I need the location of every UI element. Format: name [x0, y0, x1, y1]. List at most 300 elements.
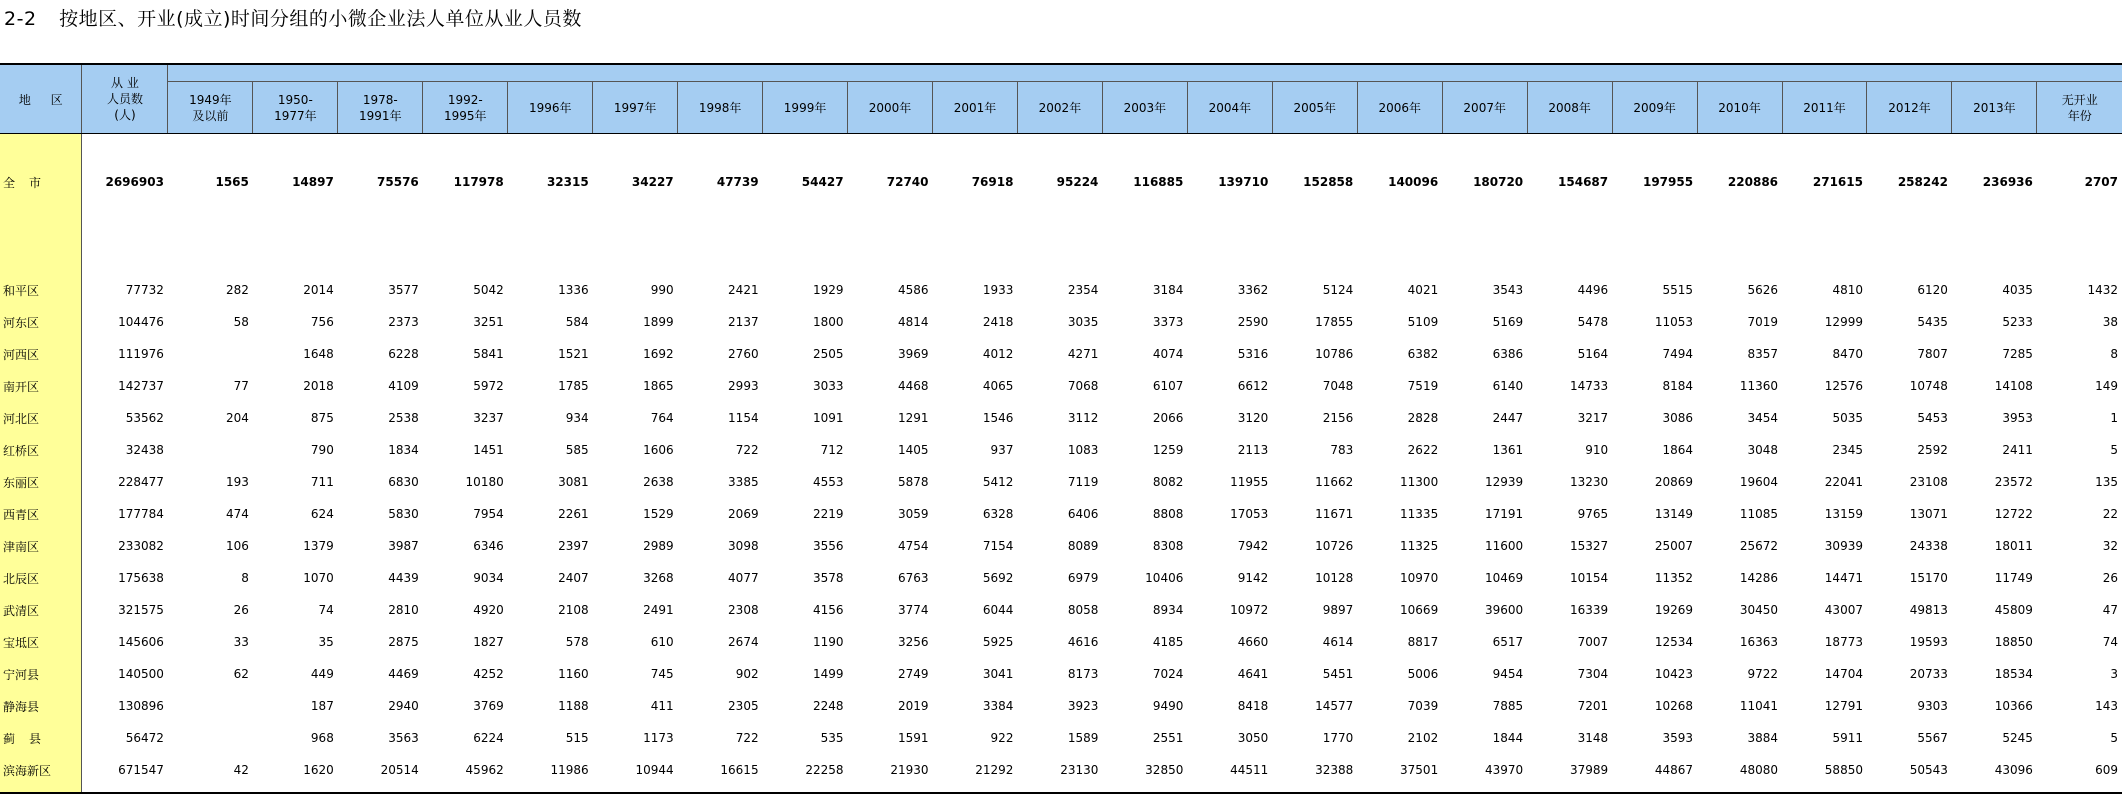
table-cell: 233082 [118, 539, 164, 553]
table-cell: 1827 [473, 635, 504, 649]
table-cell: 43096 [1994, 763, 2033, 777]
table-cell: 3268 [643, 571, 674, 585]
year-header-line1: 2001年 [953, 100, 997, 115]
row-label-blank [0, 230, 82, 274]
table-cell: 5925 [982, 635, 1014, 649]
table-cell: 236936 [1982, 175, 2033, 189]
table-cell: 7304 [1577, 667, 1609, 681]
table-cell: 7807 [1917, 347, 1948, 361]
table-cell: 7068 [1067, 379, 1099, 393]
table-cell: 5972 [473, 379, 504, 393]
year-column-header [1357, 82, 1442, 134]
table-cell: 3556 [813, 539, 844, 553]
table-cell: 17191 [1484, 507, 1524, 521]
table-cell: 2345 [1832, 443, 1863, 457]
table-cell: 43007 [1824, 603, 1863, 617]
total-header-line: 人员数 [106, 92, 143, 106]
table-cell: 3041 [982, 667, 1014, 681]
table-cell: 5841 [473, 347, 504, 361]
total-employees-header [82, 64, 168, 134]
table-cell: 6386 [1492, 347, 1524, 361]
table-cell: 145606 [118, 635, 164, 649]
year-header-line2: 及以前 [192, 108, 229, 123]
table-cell: 2397 [558, 539, 589, 553]
table-cell: 610 [650, 635, 674, 649]
table-cell: 45809 [1994, 603, 2033, 617]
table-cell: 15170 [1909, 571, 1948, 585]
table-cell: 1529 [643, 507, 674, 521]
year-column-header [2037, 82, 2122, 134]
year-group-band [168, 64, 2122, 82]
table-cell: 11300 [1400, 475, 1439, 489]
table-cell: 11085 [1739, 507, 1779, 521]
table-cell: 10154 [1569, 571, 1609, 585]
table-cell: 4156 [813, 603, 844, 617]
table-cell: 8184 [1662, 379, 1694, 393]
table-cell: 7885 [1492, 699, 1524, 713]
table-cell: 7494 [1662, 347, 1694, 361]
table-cell: 535 [820, 731, 844, 745]
table-cell: 26 [233, 603, 249, 617]
table-cell: 10366 [1994, 699, 2033, 713]
row-label: 北辰区 [0, 562, 82, 594]
row-label: 河东区 [0, 306, 82, 338]
table-cell: 6763 [897, 571, 929, 585]
year-header-line1: 1950- [277, 92, 313, 107]
table-cell: 922 [990, 731, 1014, 745]
year-header-line1: 1999年 [783, 100, 827, 115]
row-label: 河北区 [0, 402, 82, 434]
table-cell: 3987 [388, 539, 419, 553]
table-cell: 8058 [1067, 603, 1099, 617]
table-cell: 7201 [1577, 699, 1609, 713]
table-cell: 756 [310, 315, 334, 329]
table-cell: 3578 [813, 571, 844, 585]
table-cell: 2875 [388, 635, 419, 649]
table-cell: 4012 [982, 347, 1014, 361]
table-cell: 515 [565, 731, 589, 745]
table-cell: 1692 [643, 347, 674, 361]
table-cell: 7519 [1407, 379, 1439, 393]
table-cell: 1451 [473, 443, 504, 457]
table-cell: 1800 [813, 315, 844, 329]
table-cell: 2014 [303, 283, 334, 297]
table-cell: 2018 [303, 379, 334, 393]
table-cell: 21292 [975, 763, 1014, 777]
table-cell: 3050 [1237, 731, 1269, 745]
table-cell: 32315 [546, 175, 589, 189]
blank-cell [82, 230, 2122, 274]
table-cell: 5042 [473, 283, 504, 297]
table-row [0, 754, 2122, 786]
table-cell: 154687 [1558, 175, 1609, 189]
table-cell: 609 [2095, 763, 2118, 777]
table-cell: 19593 [1909, 635, 1948, 649]
table-cell: 7942 [1237, 539, 1269, 553]
table-row [0, 722, 2122, 754]
table-cell: 2491 [643, 603, 674, 617]
table-cell: 3362 [1237, 283, 1269, 297]
table-cell: 5515 [1662, 283, 1694, 297]
table-row [0, 626, 2122, 658]
table-cell: 1546 [982, 411, 1014, 425]
statistics-table [0, 63, 2122, 794]
table-cell: 13071 [1909, 507, 1948, 521]
table-cell: 33 [233, 635, 249, 649]
year-header-line1: 2002年 [1038, 100, 1082, 115]
table-cell: 10180 [465, 475, 504, 489]
table-cell: 175638 [118, 571, 164, 585]
table-cell: 10423 [1654, 667, 1694, 681]
table-number: 2-2 [4, 8, 37, 30]
table-cell: 4252 [473, 667, 504, 681]
table-cell: 4553 [813, 475, 844, 489]
table-cell: 4185 [1152, 635, 1184, 649]
year-header-line1: 1998年 [698, 100, 742, 115]
table-cell: 3953 [2002, 411, 2033, 425]
table-cell: 1154 [728, 411, 759, 425]
table-cell: 6517 [1492, 635, 1524, 649]
table-cell: 3577 [388, 283, 419, 297]
table-cell: 3184 [1152, 283, 1184, 297]
table-cell: 1 [2110, 411, 2118, 425]
table-cell: 282 [225, 283, 249, 297]
table-cell: 6328 [982, 507, 1014, 521]
row-label-blank [0, 786, 82, 793]
table-cell: 76918 [971, 175, 1014, 189]
year-header-line1: 2007年 [1463, 100, 1506, 115]
table-cell: 783 [1330, 443, 1354, 457]
table-cell: 47739 [716, 175, 759, 189]
table-cell: 130896 [118, 699, 164, 713]
table-cell: 2760 [728, 347, 759, 361]
table-cell: 54427 [801, 175, 844, 189]
table-row [0, 690, 2122, 722]
table-cell: 77 [233, 379, 249, 393]
table-cell: 584 [565, 315, 589, 329]
table-cell: 5453 [1917, 411, 1948, 425]
table-cell: 2407 [558, 571, 589, 585]
year-column-header [338, 82, 423, 134]
table-cell: 711 [310, 475, 334, 489]
table-cell: 5109 [1407, 315, 1439, 329]
table-cell: 3035 [1067, 315, 1099, 329]
table-cell: 16339 [1569, 603, 1609, 617]
table-cell: 722 [735, 443, 759, 457]
table-cell: 3969 [897, 347, 929, 361]
table-cell: 3033 [813, 379, 844, 393]
table-cell: 1834 [388, 443, 419, 457]
year-header-line2: 1977年 [274, 108, 317, 123]
table-cell: 5451 [1322, 667, 1354, 681]
table-cell: 12791 [1824, 699, 1863, 713]
table-cell: 3 [2110, 667, 2118, 681]
year-column-header [1612, 82, 1697, 134]
table-cell: 4920 [473, 603, 504, 617]
total-header-line: 从 业 [111, 76, 139, 90]
year-column-header [1867, 82, 1952, 134]
table-cell: 3086 [1662, 411, 1694, 425]
table-cell: 9454 [1492, 667, 1524, 681]
table-cell: 3217 [1577, 411, 1609, 425]
table-cell: 187 [310, 699, 334, 713]
table-row [0, 594, 2122, 626]
table-cell: 4468 [897, 379, 929, 393]
table-cell: 2248 [813, 699, 844, 713]
table-cell: 1291 [897, 411, 929, 425]
table-cell: 142737 [118, 379, 164, 393]
table-cell: 5 [2110, 731, 2118, 745]
table-cell: 1432 [2087, 283, 2118, 297]
table-cell: 30450 [1739, 603, 1779, 617]
table-cell: 8 [241, 571, 249, 585]
table-cell: 11749 [1994, 571, 2033, 585]
table-cell: 11600 [1484, 539, 1524, 553]
table-cell: 11325 [1400, 539, 1439, 553]
table-cell: 1933 [982, 283, 1014, 297]
table-cell: 2696903 [105, 175, 164, 189]
table-cell: 13230 [1569, 475, 1609, 489]
table-cell: 990 [650, 283, 674, 297]
table-cell: 7024 [1152, 667, 1184, 681]
table-cell: 8082 [1152, 475, 1184, 489]
table-cell: 58850 [1824, 763, 1863, 777]
table-cell: 18011 [1994, 539, 2033, 553]
table-cell: 5830 [388, 507, 419, 521]
table-cell: 4439 [388, 571, 419, 585]
table-cell: 8089 [1067, 539, 1099, 553]
table-cell: 4074 [1152, 347, 1184, 361]
table-cell: 7039 [1407, 699, 1439, 713]
year-column-header [763, 82, 848, 134]
table-cell: 875 [310, 411, 334, 425]
row-label: 红桥区 [0, 434, 82, 466]
table-cell: 7007 [1577, 635, 1609, 649]
table-cell: 2989 [643, 539, 674, 553]
table-cell: 1173 [643, 731, 674, 745]
table-cell: 5911 [1832, 731, 1863, 745]
table-cell: 2137 [728, 315, 759, 329]
table-cell: 5692 [982, 571, 1014, 585]
table-cell: 764 [650, 411, 674, 425]
row-label: 武清区 [0, 594, 82, 626]
table-cell: 8418 [1237, 699, 1269, 713]
table-cell: 2749 [897, 667, 929, 681]
table-cell: 3112 [1067, 411, 1099, 425]
table-cell: 4586 [897, 283, 929, 297]
table-cell: 8357 [1747, 347, 1779, 361]
table-cell: 2305 [728, 699, 759, 713]
table-cell: 1770 [1322, 731, 1354, 745]
table-cell: 8 [2110, 347, 2118, 361]
table-cell: 23572 [1994, 475, 2033, 489]
table-row [0, 370, 2122, 402]
table-cell: 2505 [813, 347, 844, 361]
year-header-line1: 2011年 [1803, 100, 1846, 115]
table-cell: 1589 [1067, 731, 1099, 745]
table-cell: 16615 [720, 763, 759, 777]
table-cell: 10268 [1654, 699, 1694, 713]
year-header-line1: 2012年 [1888, 100, 1931, 115]
table-cell: 5035 [1832, 411, 1863, 425]
table-cell: 578 [565, 635, 589, 649]
table-row [0, 658, 2122, 690]
table-cell: 19269 [1654, 603, 1694, 617]
table-cell: 2069 [728, 507, 759, 521]
table-cell: 6382 [1407, 347, 1439, 361]
table-cell: 8173 [1067, 667, 1099, 681]
table-cell: 4496 [1577, 283, 1609, 297]
table-cell: 6612 [1237, 379, 1269, 393]
table-row [0, 274, 2122, 306]
table-cell: 3373 [1152, 315, 1184, 329]
region-header: 地 区 [0, 64, 82, 134]
year-header-line1: 1992- [447, 92, 483, 107]
table-cell: 17855 [1315, 315, 1354, 329]
table-cell: 38 [2102, 315, 2118, 329]
year-header-row [0, 82, 2122, 134]
year-header-line1: 1949年 [189, 92, 232, 107]
table-cell: 3543 [1492, 283, 1524, 297]
table-cell: 321575 [118, 603, 164, 617]
table-cell: 10970 [1400, 571, 1439, 585]
table-cell: 143 [2095, 699, 2118, 713]
table-cell: 35 [318, 635, 334, 649]
table-cell: 258242 [1897, 175, 1948, 189]
table-cell: 1361 [1492, 443, 1524, 457]
table-cell: 722 [735, 731, 759, 745]
table-cell: 25672 [1739, 539, 1779, 553]
table-cell: 180720 [1473, 175, 1524, 189]
table-cell: 790 [310, 443, 334, 457]
table-cell: 9303 [1917, 699, 1948, 713]
table-cell: 140096 [1388, 175, 1439, 189]
table-cell: 47 [2102, 603, 2118, 617]
table-cell: 6107 [1152, 379, 1184, 393]
table-cell: 75576 [377, 175, 419, 189]
table-cell: 449 [310, 667, 334, 681]
table-cell: 10944 [635, 763, 674, 777]
table-cell [168, 690, 253, 722]
table-row [0, 498, 2122, 530]
table-cell: 745 [650, 667, 674, 681]
table-cell: 14897 [292, 175, 334, 189]
table-cell: 3251 [473, 315, 504, 329]
table-cell: 474 [225, 507, 249, 521]
table-cell: 220886 [1727, 175, 1779, 189]
table-cell: 32438 [125, 443, 164, 457]
table-cell: 1160 [558, 667, 589, 681]
table-cell: 9034 [473, 571, 504, 585]
table-cell: 111976 [118, 347, 164, 361]
table-cell: 21930 [890, 763, 929, 777]
table-cell: 5164 [1577, 347, 1609, 361]
year-column-header [1442, 82, 1527, 134]
table-cell: 3148 [1577, 731, 1609, 745]
table-cell: 11352 [1654, 571, 1694, 585]
table-cell: 5567 [1917, 731, 1948, 745]
table-cell: 140500 [118, 667, 164, 681]
table-cell: 3098 [728, 539, 759, 553]
table-cell: 6228 [388, 347, 419, 361]
table-cell: 7154 [982, 539, 1014, 553]
row-label: 宁河县 [0, 658, 82, 690]
table-cell: 585 [565, 443, 589, 457]
table-cell: 50543 [1909, 763, 1948, 777]
table-cell: 4641 [1237, 667, 1269, 681]
table-cell: 39600 [1484, 603, 1524, 617]
table-cell: 228477 [118, 475, 164, 489]
table-cell: 3256 [897, 635, 929, 649]
table-cell: 1188 [558, 699, 589, 713]
table-cell: 9897 [1322, 603, 1354, 617]
year-header-line1: 1978- [362, 92, 398, 107]
table-cell: 116885 [1133, 175, 1184, 189]
table-cell: 34227 [631, 175, 674, 189]
table-cell: 22 [2102, 507, 2118, 521]
table-cell: 3884 [1747, 731, 1779, 745]
table-cell: 3593 [1662, 731, 1694, 745]
table-cell [168, 722, 253, 754]
table-cell: 1405 [897, 443, 929, 457]
table-cell: 1091 [813, 411, 844, 425]
table-cell: 5233 [2002, 315, 2033, 329]
year-header-line1: 2003年 [1123, 100, 1167, 115]
table-cell: 411 [650, 699, 674, 713]
table-cell: 3923 [1067, 699, 1099, 713]
year-column-header [678, 82, 763, 134]
table-cell: 42 [233, 763, 249, 777]
year-column-header [1017, 82, 1102, 134]
bottom-rule [0, 786, 2122, 793]
table-cell: 1336 [558, 283, 589, 297]
spacer-row [0, 230, 2122, 274]
table-cell: 5626 [1747, 283, 1779, 297]
table-row [0, 402, 2122, 434]
table-cell: 104476 [118, 315, 164, 329]
table-cell: 1844 [1492, 731, 1524, 745]
table-cell: 11986 [550, 763, 589, 777]
table-cell: 77732 [125, 283, 164, 297]
table-cell: 5169 [1492, 315, 1524, 329]
table-cell [168, 338, 253, 370]
table-cell: 2411 [2002, 443, 2033, 457]
year-column-header [168, 82, 253, 134]
table-cell: 12939 [1484, 475, 1524, 489]
table-cell: 23130 [1060, 763, 1099, 777]
table-cell: 11662 [1315, 475, 1354, 489]
year-column-header [933, 82, 1018, 134]
table-cell: 2418 [982, 315, 1014, 329]
table-cell: 9722 [1747, 667, 1779, 681]
table-cell: 2447 [1492, 411, 1524, 425]
table-cell: 18534 [1994, 667, 2033, 681]
table-cell: 3385 [728, 475, 759, 489]
row-label: 和平区 [0, 274, 82, 306]
table-cell: 2551 [1152, 731, 1184, 745]
year-column-header [593, 82, 678, 134]
table-cell: 197955 [1642, 175, 1694, 189]
row-label: 河西区 [0, 338, 82, 370]
table-cell: 5412 [982, 475, 1014, 489]
table-cell: 2828 [1407, 411, 1439, 425]
row-label: 东丽区 [0, 466, 82, 498]
table-cell: 4814 [897, 315, 929, 329]
table-cell: 4616 [1067, 635, 1099, 649]
year-header-line2: 1995年 [443, 108, 487, 123]
table-cell: 53562 [125, 411, 164, 425]
table-cell: 2108 [558, 603, 589, 617]
